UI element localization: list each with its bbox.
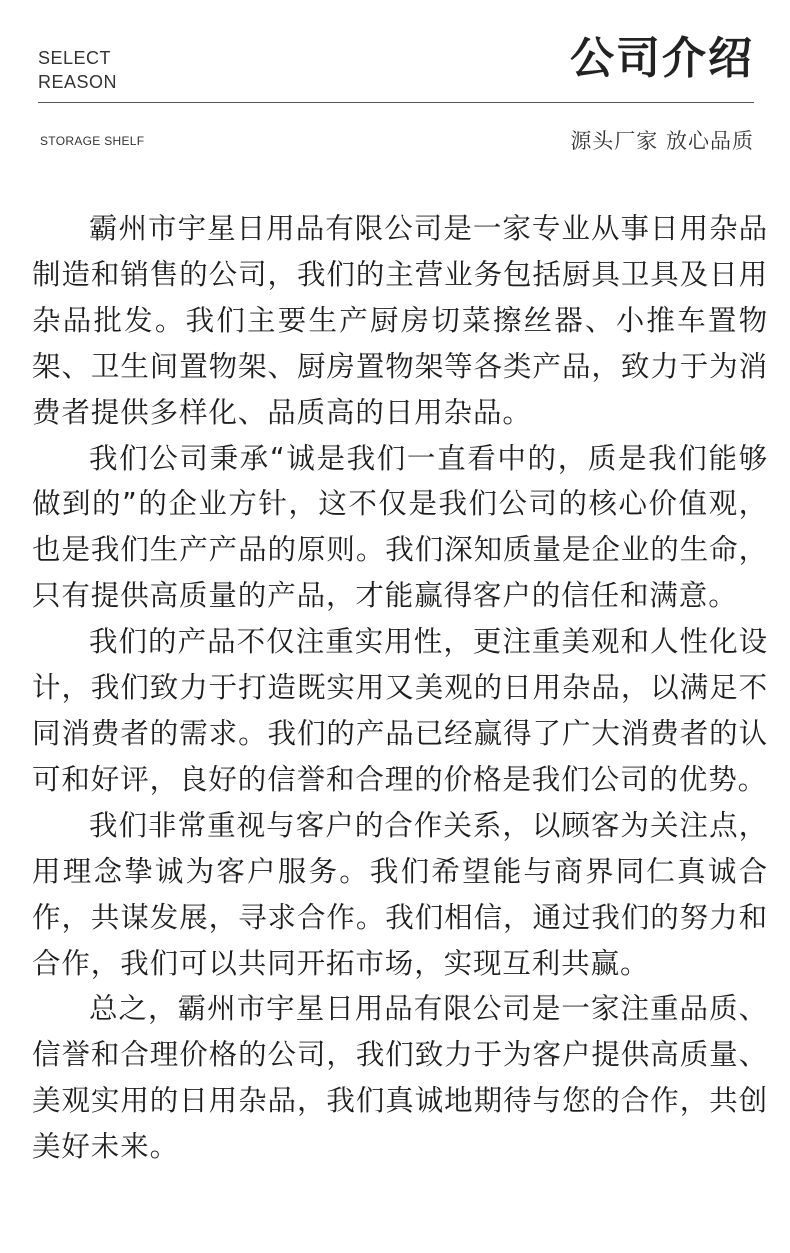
header-select-reason — [38, 46, 117, 94]
paragraph-1: 霸州市宇星日用品有限公司是一家专业从事日用杂品制造和销售的公司，我们的主营业务包括厨具卫具及日用杂品批发。我们主要生产厨房切菜擦丝器、小推车置物架、卫生间置物架、厨房置物架等各类产品，致力于为消费者提供多样化、品质高的日用杂品。 — [32, 212, 768, 429]
company-introduction-body — [32, 206, 768, 1170]
paragraph-4: 我们非常重视与客户的合作关系，以顾客为关注点，用理念挚诚为客户服务。我们希望能与商界同仁真诚合作，共谋发展，寻求合作。我们相信，通过我们的努力和合作，我们可以共同开拓市场，实现互利共赢。 — [32, 808, 768, 980]
header-left-line1: SELECT — [38, 48, 112, 68]
paragraph-5: 总之，霸州市宇星日用品有限公司是一家注重品质、信誉和合理价格的公司，我们致力于为客户提供高质量、美观实用的日用杂品，我们真诚地期待与您的合作，共创美好未来。 — [32, 992, 768, 1164]
subtitle-slogan: 源头厂家 放心品质 — [570, 129, 754, 153]
page-title: 公司介绍 — [570, 33, 754, 84]
paragraph-2: 我们公司秉承“诚是我们一直看中的，质是我们能够做到的”的企业方针，这不仅是我们公司的核心价值观，也是我们生产产品的原则。我们深知质量是企业的生命，只有提供高质量的产品，才能赢得客户的信任和满意。 — [32, 441, 768, 613]
subtitle-storage-shelf: STORAGE SHELF — [40, 134, 145, 148]
header-divider — [38, 102, 754, 103]
paragraph-3: 我们的产品不仅注重实用性，更注重美观和人性化设计，我们致力于打造既实用又美观的日用杂品，以满足不同消费者的需求。我们的产品已经赢得了广大消费者的认可和好评，良好的信誉和合理的价格是我们公司的优势。 — [32, 625, 768, 796]
header-left-line2: REASON — [38, 72, 118, 92]
